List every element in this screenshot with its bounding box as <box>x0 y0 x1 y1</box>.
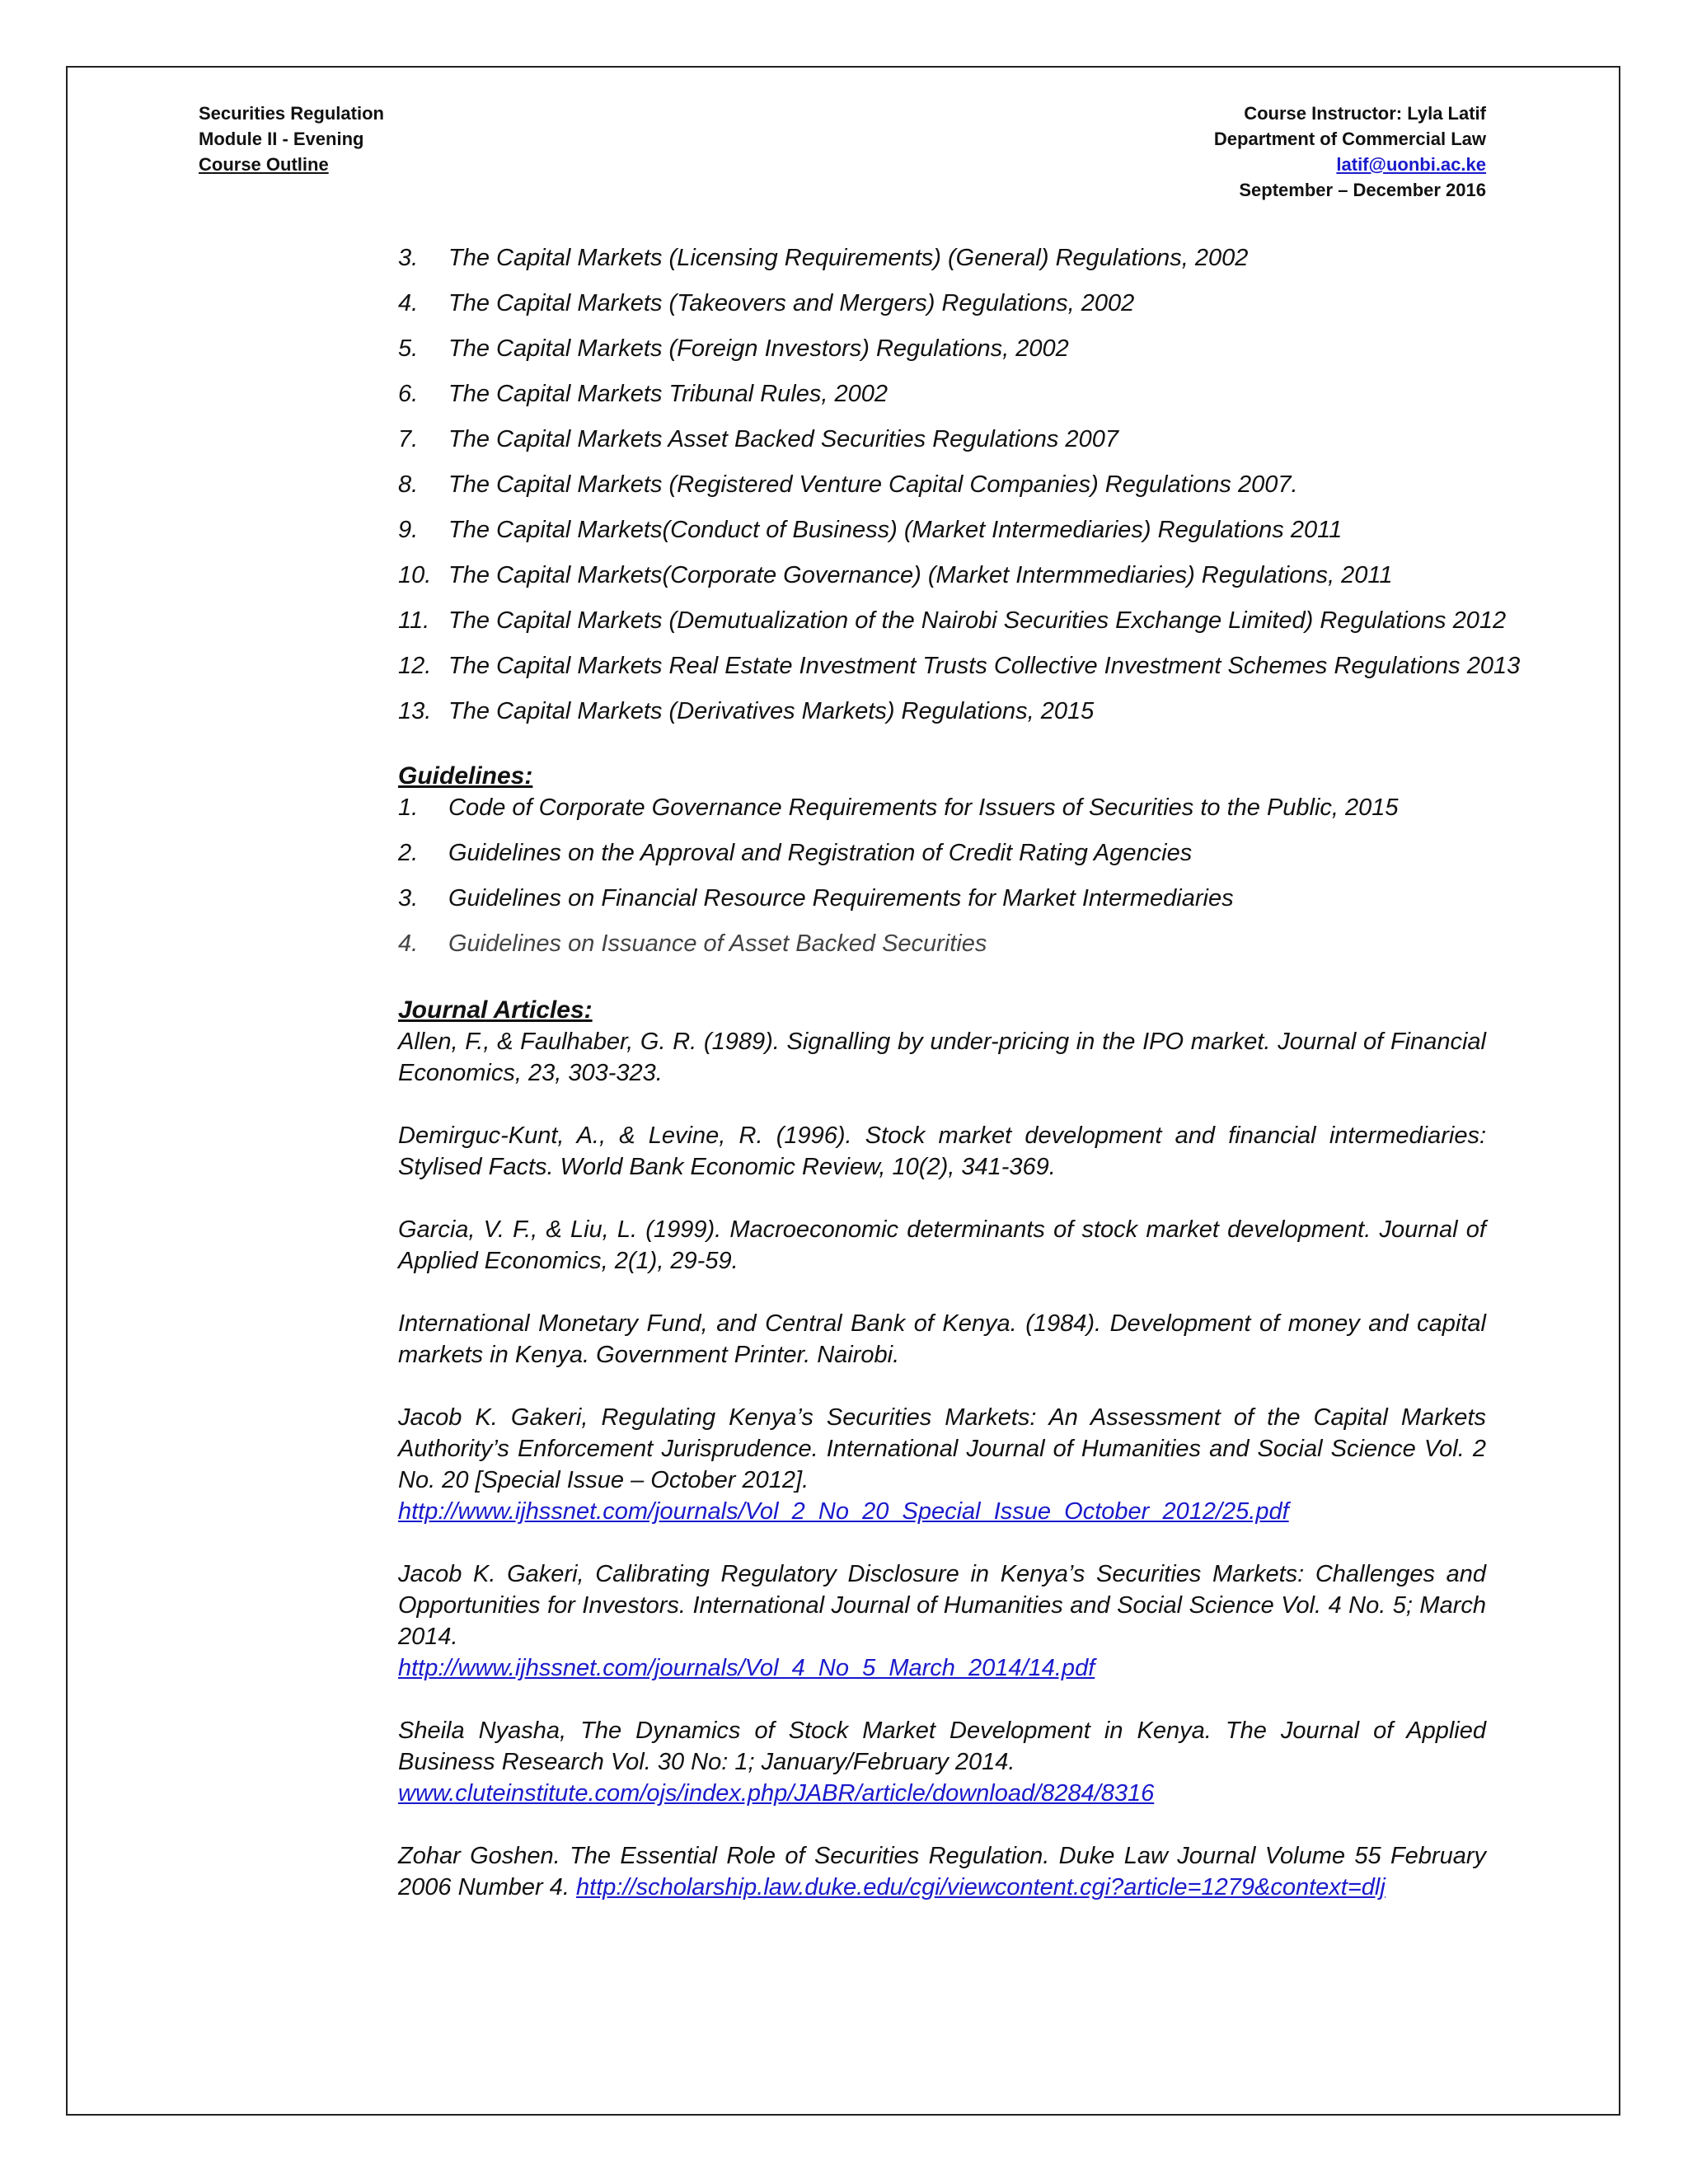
main-content <box>398 236 1521 1934</box>
journal-reference: International Monetary Fund, and Central Bank of Kenya. (1984). Development of money and capital markets in Kenya. Government Printer. Nairobi. <box>398 1310 1486 1368</box>
regulation-item: 3. The Capital Markets (Licensing Requirements) (General) Regulations, 2002 <box>398 245 1249 271</box>
reference-link[interactable]: http://www.ijhssnet.com/journals/Vol_2_No_20_Special_Issue_October_2012/25.pdf <box>398 1498 1289 1525</box>
regulation-item: 7. The Capital Markets Asset Backed Securities Regulations 2007 <box>398 426 1118 452</box>
regulations-list <box>398 236 1521 734</box>
course-name: Securities Regulation <box>199 103 384 124</box>
journal-reference: Jacob K. Gakeri, Calibrating Regulatory Disclosure in Kenya’s Securities Markets: Challenges and Opportunities for Investors. International Journal of Humanities and Social Science Vol. 4 No. 5; March 2014. http://www.ijhssnet.com/journals/Vol_4_No_5_March_2014/14.pdf <box>398 1561 1486 1681</box>
journal-reference: Allen, F., & Faulhaber, G. R. (1989). Signalling by under-pricing in the IPO market. Journal of Financial Economics, 23, 303-323. <box>398 1029 1486 1086</box>
reference-link[interactable]: http://scholarship.law.duke.edu/cgi/viewcontent.cgi?article=1279&context=dlj <box>576 1874 1386 1900</box>
guideline-item: 4. Guidelines on Issuance of Asset Backed Securities <box>398 930 987 957</box>
guideline-item: 2. Guidelines on the Approval and Registration of Credit Rating Agencies <box>398 840 1193 866</box>
header-right <box>1214 101 1486 203</box>
instructor: Course Instructor: Lyla Latif <box>1244 103 1486 124</box>
regulation-item: 12. The Capital Markets Real Estate Investment Trusts Collective Investment Schemes Regulations 2013 <box>398 653 1521 679</box>
journal-reference: Garcia, V. F., & Liu, L. (1999). Macroeconomic determinants of stock market development. Journal of Applied Economics, 2(1), 29-59. <box>398 1216 1486 1274</box>
regulation-item: 4. The Capital Markets (Takeovers and Mergers) Regulations, 2002 <box>398 290 1135 316</box>
journal-reference: Sheila Nyasha, The Dynamics of Stock Market Development in Kenya. The Journal of Applied Business Research Vol. 30 No: 1; January/February 2014. www.cluteinstitute.com/ojs/index.php/JABR/article/download/8284/8316 <box>398 1718 1486 1807</box>
journal-reference: Demirguc-Kunt, A., & Levine, R. (1996). Stock market development and financial intermediaries: Stylised Facts. World Bank Economic Review, 10(2), 341-369. <box>398 1122 1486 1180</box>
reference-link[interactable]: www.cluteinstitute.com/ojs/index.php/JABR/article/download/8284/8316 <box>398 1780 1155 1807</box>
regulation-item: 11. The Capital Markets (Demutualization of the Nairobi Securities Exchange Limited) Regulations 2012 <box>398 607 1507 634</box>
module-name: Module II - Evening <box>199 129 364 149</box>
regulation-item: 10. The Capital Markets(Corporate Governance) (Market Intermmediaries) Regulations, 2011 <box>398 562 1393 588</box>
header-left <box>199 101 384 177</box>
guidelines-title: Guidelines: <box>398 762 533 790</box>
outline-label: Course Outline <box>199 154 329 175</box>
term: September – December 2016 <box>1239 180 1486 200</box>
guideline-item: 3. Guidelines on Financial Resource Requirements for Market Intermediaries <box>398 885 1234 912</box>
regulation-item: 9. The Capital Markets(Conduct of Business) (Market Intermediaries) Regulations 2011 <box>398 517 1343 543</box>
department: Department of Commercial Law <box>1213 129 1486 149</box>
regulation-item: 5. The Capital Markets (Foreign Investors) Regulations, 2002 <box>398 335 1069 362</box>
regulation-item: 8. The Capital Markets (Registered Venture Capital Companies) Regulations 2007. <box>398 471 1298 498</box>
journal-reference: Jacob K. Gakeri, Regulating Kenya’s Securities Markets: An Assessment of the Capital Markets Authority’s Enforcement Jurisprudence. International Journal of Humanities and Social Science Vol. 2 No. 20 [Special Issue – October 2012]. http://www.ijhssnet.com/journals/Vol_2_No_20_Special_Issue_October_2012/25.pdf <box>398 1404 1486 1525</box>
journal-reference: Zohar Goshen. The Essential Role of Securities Regulation. Duke Law Journal Volume 55 February 2006 Number 4. http://scholarship.law.duke.edu/cgi/viewcontent.cgi?article=1279&context=dlj <box>398 1843 1486 1900</box>
email-link[interactable]: latif@uonbi.ac.ke <box>1336 154 1486 175</box>
regulation-item: 6. The Capital Markets Tribunal Rules, 2002 <box>398 381 888 407</box>
guideline-item: 1. Code of Corporate Governance Requirements for Issuers of Securities to the Public, 2015 <box>398 794 1399 821</box>
reference-link[interactable]: http://www.ijhssnet.com/journals/Vol_4_No_5_March_2014/14.pdf <box>398 1655 1095 1681</box>
guidelines-list <box>398 785 1486 967</box>
journal-title: Journal Articles: <box>398 996 593 1024</box>
regulation-item: 13. The Capital Markets (Derivatives Markets) Regulations, 2015 <box>398 698 1095 724</box>
